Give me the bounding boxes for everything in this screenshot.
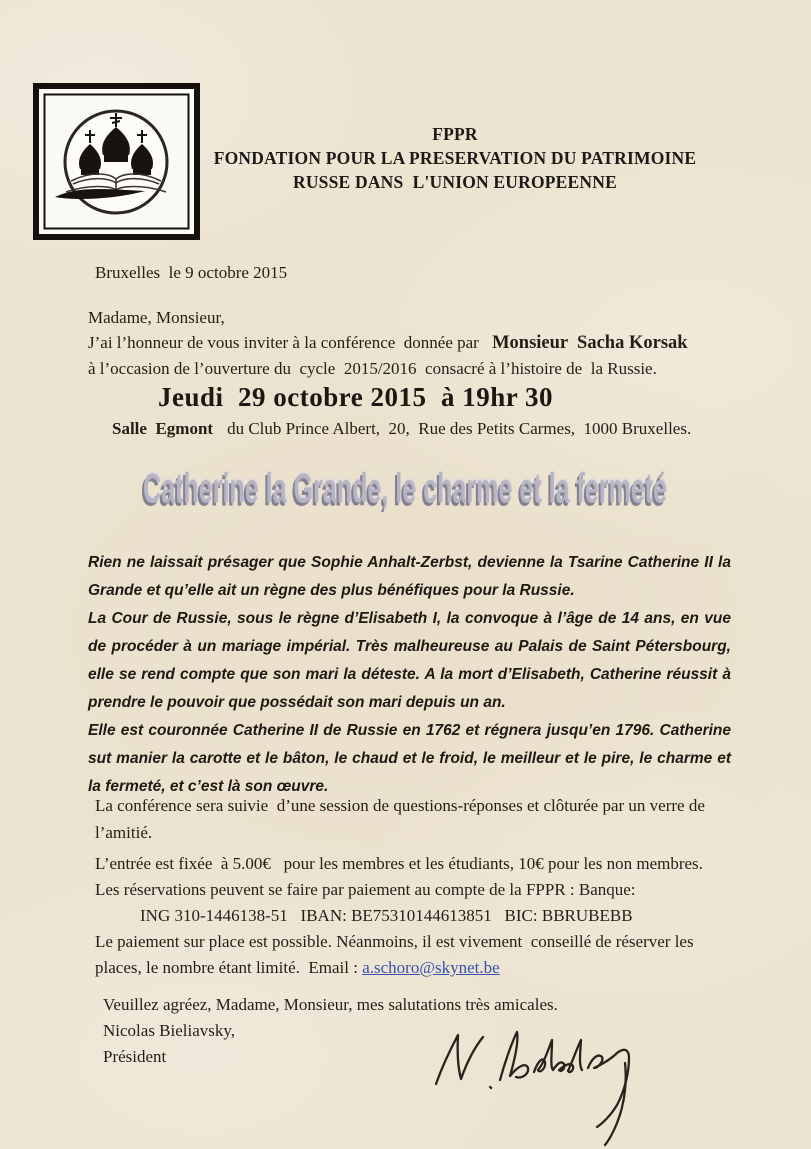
org-acronym: FPPR [432, 124, 478, 144]
payment-line1: Le paiement sur place est possible. Néanmoins, il est vivement conseillé de réserver les [95, 932, 694, 951]
email-link[interactable]: a.schoro@skynet.be [362, 958, 500, 977]
followup-line2: l’amitié. [95, 823, 153, 842]
venue-room: Salle Egmont [112, 419, 214, 438]
reservation-line: Les réservations peuvent se faire par paiement au compte de la FPPR : Banque: [95, 880, 636, 899]
dateline: Bruxelles le 9 octobre 2015 [95, 263, 288, 282]
conference-title: Catherine la Grande, le charme et la fermeté [143, 466, 668, 513]
conference-title-wrap [0, 466, 811, 513]
venue-line [112, 419, 691, 439]
invitation-line [88, 333, 688, 354]
bank-details: ING 310-1446138-51 IBAN: BE75310144613851 BIC: BBRUBEBB [140, 906, 633, 925]
salutation: Madame, Monsieur, [88, 308, 225, 327]
invitation-prefix: J’ai l’honneur de vous inviter à la conférence donnée par [88, 333, 484, 352]
speaker-name: Monsieur Sacha Korsak [492, 333, 688, 353]
org-header [150, 122, 760, 194]
invitation-line2: à l’occasion de l’ouverture du cycle 2015/2016 consacré à l’histoire de la Russie. [88, 359, 657, 378]
followup-line1: La conférence sera suivie d’une session de questions-réponses et clôturée par un verre de [95, 796, 705, 815]
venue-address: du Club Prince Albert, 20, Rue des Petits Carmes, 1000 Bruxelles. [227, 419, 692, 438]
price-line: L’entrée est fixée à 5.00€ pour les membres et les étudiants, 10€ pour les non membres. [95, 854, 703, 873]
price-block [95, 851, 703, 981]
bio-paragraph: Rien ne laissait présager que Sophie Anhalt-Zerbst, devienne la Tsarine Catherine II la Grande et qu’elle ait un règne des plus bénéfiques pour la Russie. [88, 554, 731, 599]
org-name-line2: RUSSE DANS L'UNION EUROPEENNE [293, 172, 617, 192]
bio-paragraph: Elle est couronnée Catherine II de Russie en 1762 et régnera jusqu’en 1796. Catherine sut manier la carotte et le bâton, le chaud et le froid, le meilleur et le pire, le charme et la fermeté, et c’est là son œuvre. [88, 722, 731, 795]
followup-block [95, 792, 705, 846]
org-name-line1: FONDATION POUR LA PRESERVATION DU PATRIMOINE [213, 148, 697, 168]
signatory-title: Président [103, 1047, 167, 1066]
event-datetime: Jeudi 29 octobre 2015 à 19hr 30 [158, 382, 554, 412]
signature-icon [428, 1010, 656, 1149]
payment-line2 [95, 955, 703, 981]
closing-salutation: Veuillez agréez, Madame, Monsieur, mes salutations très amicales. [103, 995, 558, 1014]
signatory-name: Nicolas Bieliavsky, [103, 1021, 236, 1040]
handwritten-signature [428, 1010, 656, 1149]
payment-line2-prefix: places, le nombre étant limité. Email : [95, 958, 363, 977]
bio-paragraph: La Cour de Russie, sous le règne d’Elisabeth I, la convoque à l’âge de 14 ans, en vue de procéder à un mariage impérial. Très malheureuse au Palais de Saint Pétersbourg, elle se rend compte que son mari la déteste. A la mort d’Elisabeth, Catherine réussit à prendre le pouvoir que possédait son mari depuis un an. [88, 610, 731, 711]
biography-block [88, 549, 731, 801]
